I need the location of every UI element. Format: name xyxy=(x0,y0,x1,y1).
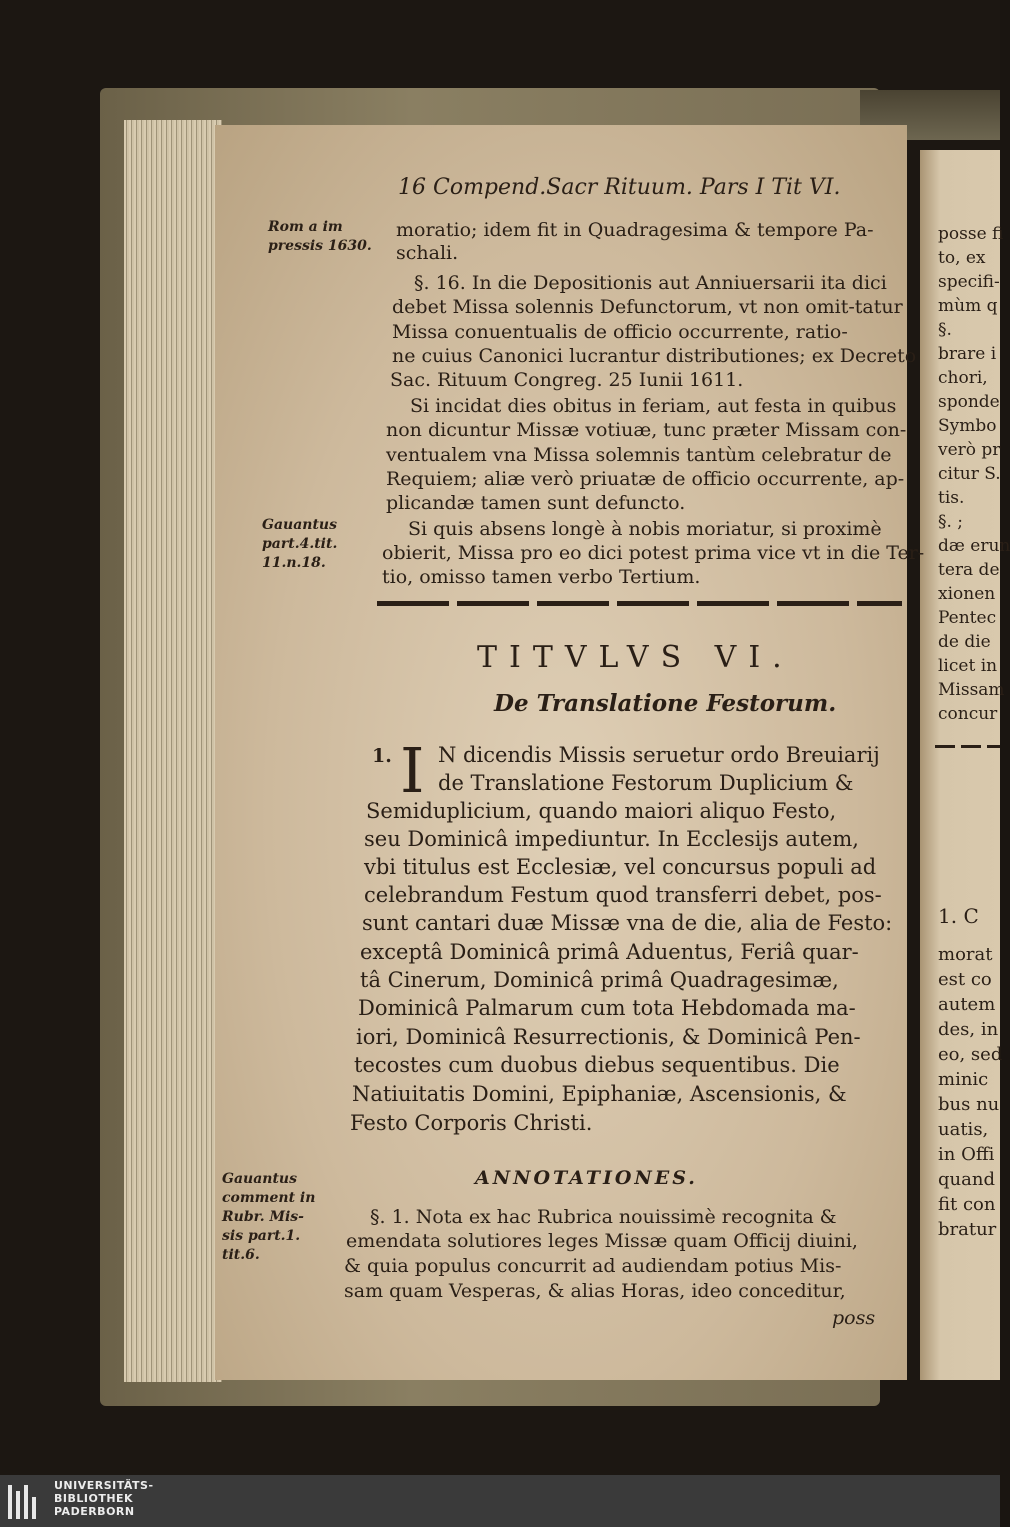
right-line: §. xyxy=(938,320,952,340)
right-line: bus nu xyxy=(938,1094,1000,1115)
right-line: to, ex xyxy=(938,248,986,268)
right-line: bratur xyxy=(938,1219,997,1240)
right-line: uatis, xyxy=(938,1119,989,1140)
right-line: citur S. xyxy=(938,464,1001,484)
right-line: Symbo xyxy=(938,416,997,436)
text-line: Requiem; aliæ verò priuatæ de officio occurrente, ap- xyxy=(386,468,905,490)
library-name-line3: PADERBORN xyxy=(54,1505,135,1518)
text-line: Sac. Rituum Congreg. 25 Iunii 1611. xyxy=(390,369,744,391)
running-header: 16 Compend.Sacr Rituum. Pars I Tit VI. xyxy=(398,175,841,200)
right-line: mùm q xyxy=(938,296,998,316)
margin-note-2: Gauantus part.4.tit. 11.n.18. xyxy=(262,517,338,571)
right-line: specifi- xyxy=(938,272,1000,292)
text-line: §. 1. Nota ex hac Rubrica nouissimè recognita & xyxy=(370,1206,837,1228)
section-subtitle: De Translatione Festorum. xyxy=(494,690,837,717)
text-line: seu Dominicâ impediuntur. In Ecclesijs autem, xyxy=(364,827,859,851)
text-line: Si quis absens longè à nobis moriatur, si proximè xyxy=(408,518,882,540)
ornamental-rule xyxy=(377,601,902,606)
right-line: brare i xyxy=(938,344,997,364)
text-line: de Translatione Festorum Duplicium & xyxy=(438,771,854,795)
right-line: de die xyxy=(938,632,991,652)
library-name xyxy=(54,1479,154,1518)
text-line: plicandæ tamen sunt defuncto. xyxy=(386,492,686,514)
right-line: est co xyxy=(938,969,992,990)
right-line: quand xyxy=(938,1169,995,1190)
text-line: celebrandum Festum quod transferri debet, pos- xyxy=(364,883,882,907)
text-line: & quia populus concurrit ad audiendam potius Mis- xyxy=(344,1255,842,1277)
right-page-text xyxy=(938,222,1010,726)
text-line: debet Missa solennis Defunctorum, vt non omit-tatur xyxy=(392,296,903,318)
text-line: Natiuitatis Domini, Epiphaniæ, Ascensionis, & xyxy=(352,1082,847,1106)
right-line: morat xyxy=(938,944,993,965)
right-line: autem xyxy=(938,994,996,1015)
right-line: Pentec xyxy=(938,608,997,628)
text-line: schali. xyxy=(396,242,459,264)
right-line: sponde xyxy=(938,392,1000,412)
right-line: dæ erun xyxy=(938,536,1010,556)
text-line: vbi titulus est Ecclesiæ, vel concursus populi ad xyxy=(364,855,877,879)
margin-note-3: Gauantus comment in Rubr. Mis- sis part.1. tit.6. xyxy=(222,1171,316,1263)
text-line: exceptâ Dominicâ primâ Aduentus, Feriâ quar- xyxy=(360,940,859,964)
right-line: tis. xyxy=(938,488,965,508)
text-line: non dicuntur Missæ votiuæ, tunc præter Missam con- xyxy=(386,419,907,441)
text-line: obierit, Missa pro eo dici potest prima vice vt in die Ter- xyxy=(382,542,925,564)
text-line: Festo Corporis Christi. xyxy=(350,1111,593,1135)
text-line: tio, omisso tamen verbo Tertium. xyxy=(382,566,701,588)
right-line: minic xyxy=(938,1069,989,1090)
text-line: tâ Cinerum, Dominicâ primâ Quadragesimæ, xyxy=(360,968,839,992)
text-line: Si incidat dies obitus in feriam, aut festa in quibus xyxy=(410,395,897,417)
right-line: §. ; xyxy=(938,512,964,532)
right-line: xionen xyxy=(938,584,996,604)
text-line: iori, Dominicâ Resurrectionis, & Dominicâ Pen- xyxy=(356,1025,861,1049)
page-edges xyxy=(124,120,222,1382)
text-line: tecostes cum duobus diebus sequentibus. Die xyxy=(354,1053,840,1077)
text-line: Semiduplicium, quando maiori aliquo Festo, xyxy=(366,799,837,823)
right-line: posse fi xyxy=(938,224,1004,244)
right-line: tera de xyxy=(938,560,1000,580)
right-line: 1. C xyxy=(938,904,979,928)
library-logo-icon xyxy=(8,1485,44,1519)
text-line: ne cuius Canonici lucrantur distributiones; ex Decreto xyxy=(392,345,917,367)
right-line: chori, xyxy=(938,368,988,388)
library-name-line2: BIBLIOTHEK xyxy=(54,1492,134,1505)
text-line: sam quam Vesperas, & alias Horas, ideo conceditur, xyxy=(344,1280,846,1302)
drop-cap: I xyxy=(400,734,425,807)
right-line: des, in xyxy=(938,1019,999,1040)
text-line: N dicendis Missis seruetur ordo Breuiarij xyxy=(438,743,880,767)
right-line: in Offi xyxy=(938,1144,995,1165)
text-line: Missa conuentualis de officio occurrente, ratio- xyxy=(392,321,848,343)
text-line: emendata solutiores leges Missæ quam Officij diuini, xyxy=(346,1230,858,1252)
margin-note-1: Rom a im pressis 1630. xyxy=(268,219,372,254)
library-footer xyxy=(0,1475,1000,1527)
text-line: sunt cantari duæ Missæ vna de die, alia de Festo: xyxy=(362,911,893,935)
section-title: TITVLVS VI. xyxy=(477,640,794,675)
paragraph-number: 1. xyxy=(372,745,392,767)
catchword: poss xyxy=(832,1307,876,1329)
right-line: Missam xyxy=(938,680,1005,700)
right-line: eo, sed xyxy=(938,1044,1003,1065)
library-name-line1: UNIVERSITÄTS- xyxy=(54,1479,154,1492)
right-line: licet in xyxy=(938,656,998,676)
right-ornamental-rule xyxy=(935,745,1000,748)
right-line: verò pr xyxy=(938,440,1001,460)
right-line: fit con xyxy=(938,1194,996,1215)
text-line: moratio; idem fit in Quadragesima & tempore Pa- xyxy=(396,219,874,241)
text-line: Dominicâ Palmarum cum tota Hebdomada ma- xyxy=(358,996,856,1020)
annotations-heading: ANNOTATIONES. xyxy=(475,1167,698,1189)
text-line: ventualem vna Missa solemnis tantùm celebratur de xyxy=(386,444,892,466)
right-page-text-lower xyxy=(938,890,1003,1242)
right-line: concur xyxy=(938,704,998,724)
text-line: §. 16. In die Depositionis aut Anniuersarii ita dici xyxy=(414,272,887,294)
